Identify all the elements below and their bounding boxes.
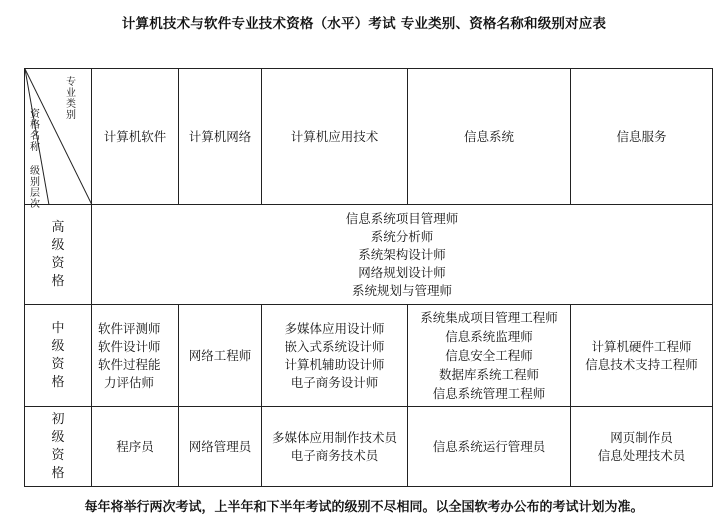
- junior-network: [179, 407, 262, 487]
- qualification-item: 信息处理技术员: [597, 447, 686, 463]
- qualification-item: 系统分析师: [370, 228, 434, 244]
- qualification-item: 多媒体应用制作技术员: [271, 429, 397, 445]
- qualification-item: 力评估师: [104, 374, 155, 390]
- qualification-item: 网络工程师: [188, 347, 252, 363]
- qualification-item: 信息系统管理工程师: [432, 386, 546, 401]
- level-senior-label: 高级资格: [51, 219, 65, 289]
- level-intermediate: [25, 305, 92, 407]
- intermediate-network: [179, 305, 262, 407]
- intermediate-infosys: [408, 305, 571, 407]
- intermediate-software: [92, 305, 179, 407]
- junior-application: [262, 407, 408, 487]
- junior-infosys: [408, 407, 571, 487]
- qualification-item: 信息系统项目管理师: [345, 210, 459, 226]
- qualification-item: 数据库系统工程师: [438, 367, 539, 382]
- qualification-item: 网络规划设计师: [358, 264, 446, 280]
- senior-row: [25, 205, 713, 305]
- column-header-software: 计算机软件: [92, 69, 179, 205]
- level-junior: [25, 407, 92, 487]
- qualification-item: 信息系统监理师: [445, 329, 533, 344]
- qualification-item: 网络管理员: [188, 438, 252, 454]
- qualification-item: 系统集成项目管理工程师: [420, 310, 558, 325]
- intermediate-row: [25, 305, 713, 407]
- qualification-item: 嵌入式系统设计师: [284, 338, 385, 354]
- page-title: 计算机技术与软件专业技术资格（水平）考试 专业类别、资格名称和级别对应表: [121, 16, 607, 32]
- footnote: 每年将举行两次考试，上半年和下半年考试的级别不尽相同。以全国软考办公布的考试计划为准。: [84, 500, 644, 515]
- column-header-service: 信息服务: [571, 69, 713, 205]
- qualification-item: 软件过程能: [98, 356, 161, 372]
- header-row: [25, 69, 713, 205]
- column-header-application: 计算机应用技术: [262, 69, 408, 205]
- qualification-item: 系统规划与管理师: [351, 282, 452, 298]
- category-label: 专业类别: [66, 77, 76, 121]
- qualification-item: 信息技术支持工程师: [585, 356, 698, 372]
- qualification-item: 电子商务设计师: [290, 374, 379, 390]
- junior-software: [92, 407, 179, 487]
- column-header-infosys: 信息系统: [408, 69, 571, 205]
- column-header-network: 计算机网络: [179, 69, 262, 205]
- intermediate-application: [262, 305, 408, 407]
- qualification-item: 信息安全工程师: [445, 348, 533, 363]
- level-senior: [25, 205, 92, 305]
- qualification-table: [24, 68, 713, 487]
- corner-cell: [25, 69, 92, 210]
- level-junior-label: 初级资格: [51, 411, 65, 481]
- qualification-label: 资格名称: [30, 109, 40, 153]
- qualification-item: 信息系统运行管理员: [432, 438, 546, 454]
- qualification-item: 软件评测师: [98, 320, 161, 336]
- senior-qualifications: [92, 205, 713, 305]
- qualification-item: 电子商务技术员: [290, 447, 379, 463]
- qualification-item: 程序员: [116, 438, 154, 454]
- level-intermediate-label: 中级资格: [51, 320, 65, 390]
- intermediate-service: [571, 305, 713, 407]
- qualification-item: 计算机硬件工程师: [591, 338, 692, 354]
- qualification-item: 多媒体应用设计师: [284, 320, 385, 336]
- qualification-item: 网页制作员: [610, 429, 673, 445]
- qualification-item: 计算机辅助设计师: [284, 356, 385, 372]
- junior-row: [25, 407, 713, 487]
- qualification-item: 软件设计师: [98, 338, 161, 354]
- level-label: 级别层次: [30, 166, 40, 210]
- qualification-item: 系统架构设计师: [358, 246, 446, 262]
- junior-service: [571, 407, 713, 487]
